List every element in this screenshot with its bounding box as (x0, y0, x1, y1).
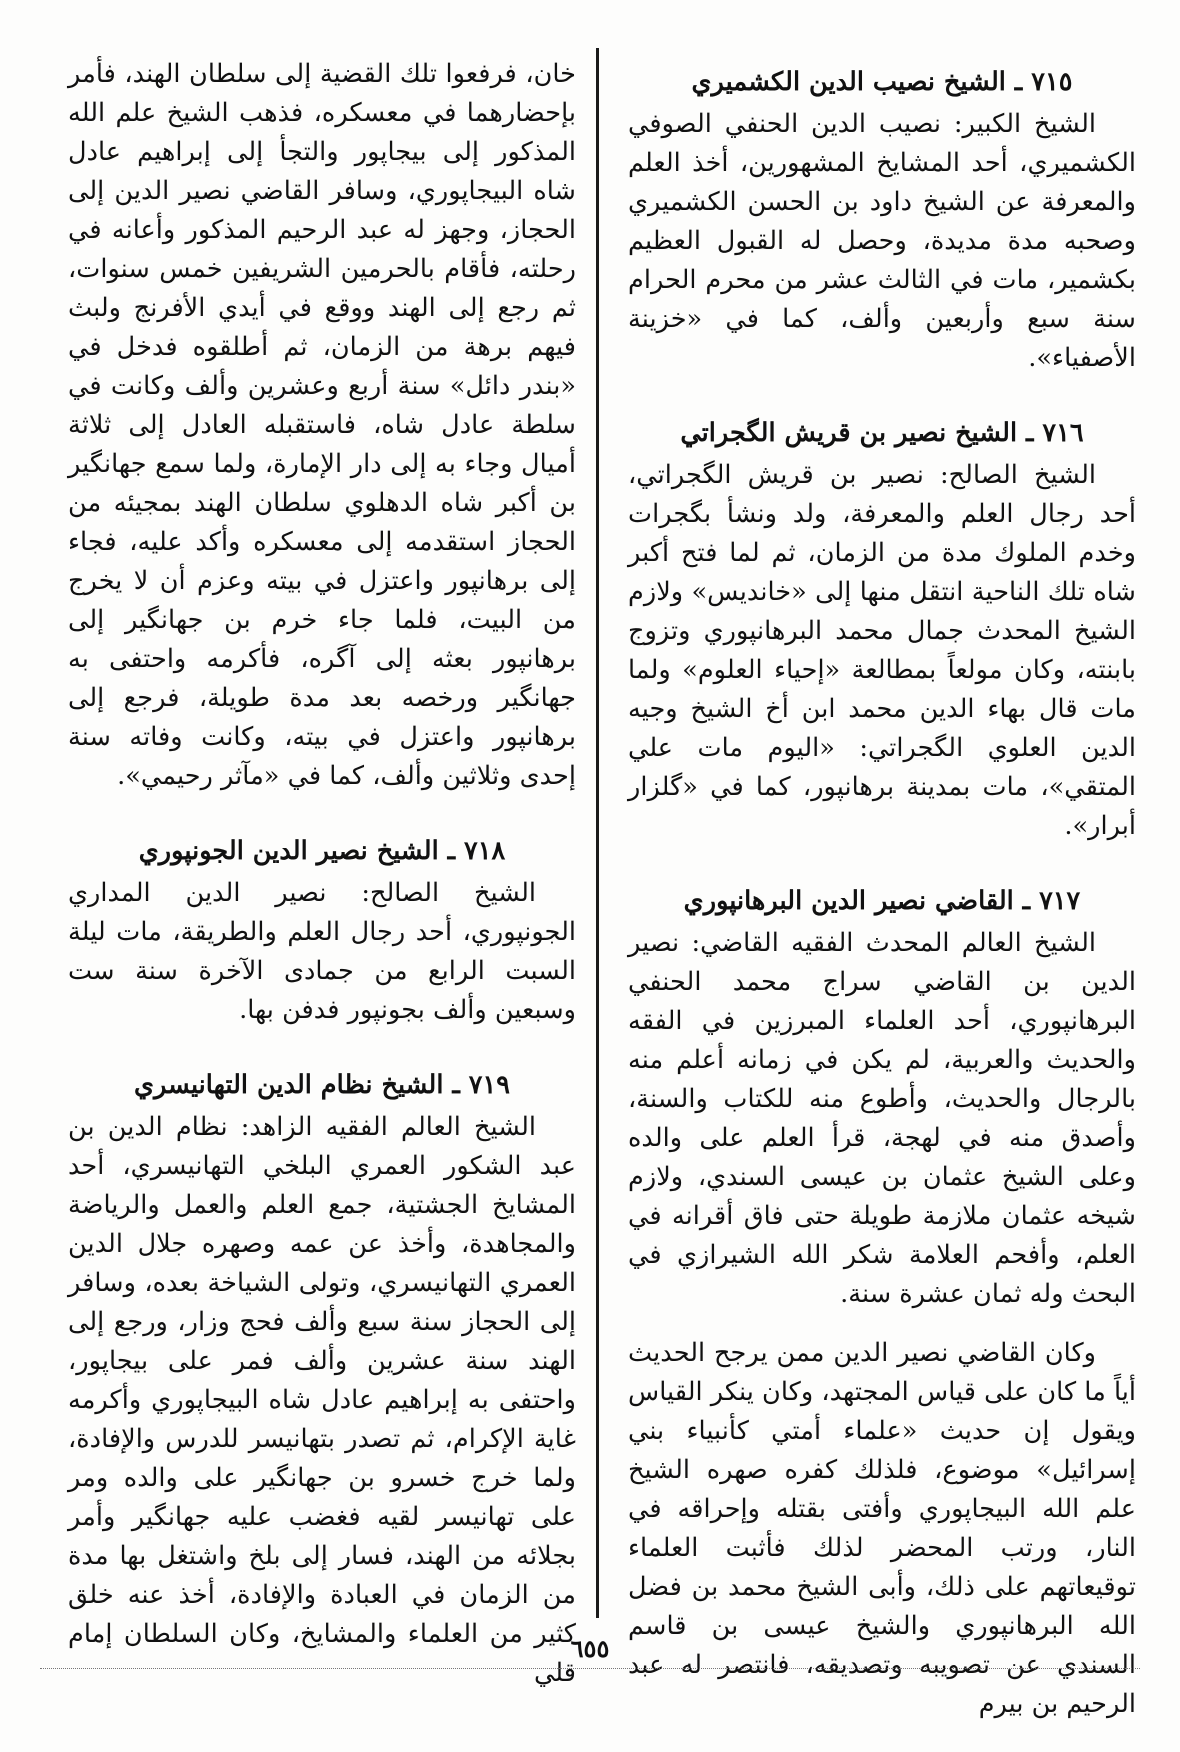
page-number: ٦٥٥ (570, 1634, 610, 1663)
bottom-rule (40, 1668, 1140, 1670)
entry-paragraph: وكان القاضي نصير الدين ممن يرجح الحديث أياً ما كان على قياس المجتهد، وكان ينكر القياس ويقول إن حديث «علماء أمتي كأنبياء بني إسرائيل» موضوع، فلذلك كفره صهره الشيخ علم الله البيجاپوري وأفتى بقتله وإحراقه في النار، ورتب المحضر لذلك فأثبت العلماء توقيعاتهم على ذلك، وأبى الشيخ محمد بن فضل الله البرهانپوري والشيخ عيسى بن قاسم السندي عن تصويبه وتصديقه، فانتصر له عبد الرحيم بن بيرم (628, 1338, 1136, 1719)
entry-716 (628, 406, 1136, 846)
entry-paragraph: الشيخ الكبير: نصيب الدين الحنفي الصوفي الكشميري، أحد المشايخ المشهورين، أخذ العلم والمعرفة عن الشيخ داود بن الحسن الكشميري وصحبه مدة مديدة، وحصل له القبول العظيم بكشمير، مات في الثالث عشر من محرم الحرام سنة سبع وأربعين وألف، كما في «خزينة الأصفياء». (628, 109, 1136, 373)
entry-heading: ٧١٨ ـ الشيخ نصير الدين الجونپوري (138, 836, 506, 866)
left-column (68, 55, 576, 1721)
entry-heading: ٧١٦ ـ الشيخ نصير بن قريش الگجراتي (680, 418, 1084, 448)
entry-heading: ٧١٩ ـ الشيخ نظام الدين التهانيسري (133, 1070, 511, 1100)
entry-paragraph: الشيخ العالم المحدث الفقيه القاضي: نصير الدين بن القاضي سراج محمد الحنفي البرهانپوري، أحد العلماء المبرزين في الفقه والحديث والعربية، لم يكن في زمانه أعلم منه بالرجال والحديث، وأطوع منه للكتاب والسنة، وأصدق منه في لهجة، قرأ العلم على والده وعلى الشيخ عثمان بن عيسى السندي، ولازم شيخه عثمان ملازمة طويلة حتى فاق أقرانه في العلم، وأفحم العلامة شكر الله الشيرازي في البحث وله ثمان عشرة سنة. (628, 928, 1136, 1309)
entry-paragraph: خان، فرفعوا تلك القضية إلى سلطان الهند، فأمر بإحضارهما في معسكره، فذهب الشيخ علم الله المذكور إلى بيجاپور والتجأ إلى إبراهيم عادل شاه البيجاپوري، وسافر القاضي نصير الدين إلى الحجاز، وجهز له عبد الرحيم المذكور وأعانه في رحلته، فأقام بالحرمين الشريفين خمس سنوات، ثم رجع إلى الهند ووقع في أيدي الأفرنج ولبث فيهم برهة من الزمان، ثم أطلقوه فدخل في «بندر دائل» سنة أربع وعشرين وألف وكانت في سلطة عادل شاه، فاستقبله العادل إلى ثلاثة أميال وجاء به إلى دار الإمارة، ولما سمع جهانگير بن أكبر شاه الدهلوي سلطان الهند بمجيئه من الحجاز استقدمه إلى معسكره وأكد عليه، فجاء إلى برهانپور واعتزل في بيته وعزم أن لا يخرج من البيت، فلما جاء خرم بن جهانگير إلى برهانپور بعثه إلى آگره، فأكرمه واحتفى به جهانگير ورخصه بعد مدة طويلة، فرجع إلى برهانپور واعتزل في بيته، وكانت وفاته سنة إحدى وثلاثين وألف، كما في «مآثر رحيمي». (68, 59, 576, 791)
entry-718 (68, 824, 576, 1030)
entry-paragraph: الشيخ الصالح: نصير بن قريش الگجراتي، أحد رجال العلم والمعرفة، ولد ونشأ بگجرات وخدم الملوك مدة من الزمان، ثم لما فتح أكبر شاه تلك الناحية انتقل منها إلى «خانديس» ولازم الشيخ المحدث جمال محمد البرهانپوري وتزوج بابنته، وكان مولعاً بمطالعة «إحياء العلوم» ولما مات قال بهاء الدين محمد ابن أخ الشيخ وجيه الدين العلوي الگجراتي: «اليوم مات علي المتقي»، مات بمدينة برهانپور، كما في «گلزار أبرار». (628, 460, 1136, 841)
entry-paragraph: الشيخ العالم الفقيه الزاهد: نظام الدين بن عبد الشكور العمري البلخي التهانيسري، أحد المشايخ الجشتية، جمع العلم والعمل والرياضة والمجاهدة، وأخذ عن عمه وصهره جلال الدين العمري التهانيسري، وتولى الشياخة بعده، وسافر إلى الحجاز سنة سبع وألف فحج وزار، ورجع إلى الهند سنة عشرين وألف فمر على بيجاپور، واحتفى به إبراهيم عادل شاه البيجاپوري وأكرمه غاية الإكرام، ثم تصدر بتهانيسر للدرس والإفادة، ولما خرج خسرو بن جهانگير على والده ومر على تهانيسر لقيه فغضب عليه جهانگير وأمر بجلائه من الهند، فسار إلى بلخ واشتغل بها مدة من الزمان في العبادة والإفادة، أخذ عنه خلق كثير من العلماء والمشايخ، وكان السلطان إمام قلي (68, 1112, 576, 1688)
entry-715 (628, 55, 1136, 378)
entry-719 (68, 1058, 576, 1693)
entry-717 (628, 874, 1136, 1724)
entry-paragraph: الشيخ الصالح: نصير الدين المداري الجونپوري، أحد رجال العلم والطريقة، مات ليلة السبت الرابع من جمادى الآخرة سنة ست وسبعين وألف بجونپور فدفن بها. (68, 878, 576, 1025)
entry-717-continuation (68, 55, 576, 796)
entry-heading: ٧١٧ ـ القاضي نصير الدين البرهانپوري (683, 886, 1081, 916)
right-column (628, 55, 1136, 1752)
entry-heading: ٧١٥ ـ الشيخ نصيب الدين الكشميري (691, 67, 1073, 97)
column-divider (596, 48, 599, 1618)
